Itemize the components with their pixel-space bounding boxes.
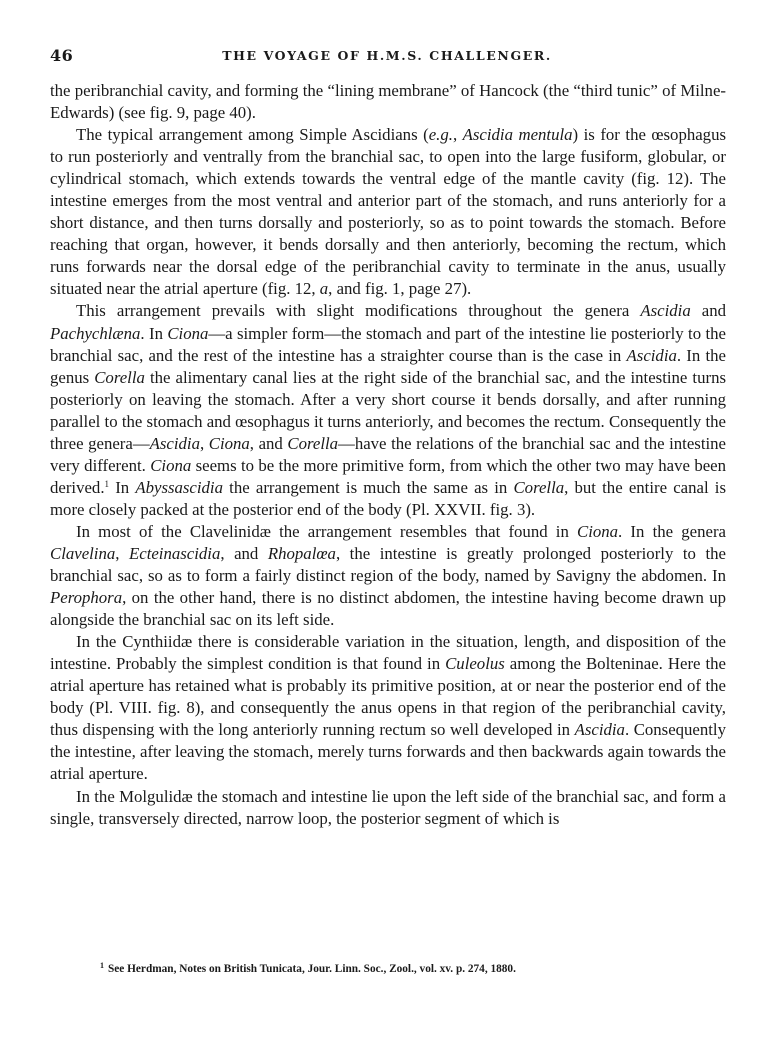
footnote: [100, 959, 736, 976]
paragraph: the peribranchial cavity, and forming the “lining membrane” of Hancock (the “third tunic” of Milne-Edwards) (see fig. 9, page 40).: [50, 81, 726, 123]
footnote-ref: 1: [104, 478, 110, 489]
paragraph: This arrangement prevails with slight modifications throughout the genera Ascidia and Pachychlæna. In Ciona—a simpler form—the stomach and part of the intestine lie posteriorly to the branchial sac, and the rest of the intestine has a straighter course than is the case in Ascidia. In the genus Corella the alimentary canal lies at the right side of the branchial sac, and the intestine turns posteriorly on leaving the stomach. After a very short course it bends dorsally, and after running parallel to the stomach and œsophagus it turns anteriorly, and becomes the rectum. Consequently the three genera—Ascidia, Ciona, and Corella—have the relations of the branchial sac and the intestine very different. Ciona seems to be the more primitive form, from which the other two may have been derived.$^1$ In Abyssascidia the arrangement is much the same as in Corella, but the entire canal is more closely packed at the posterior end of the body (Pl. XXVII. fig. 3).: [50, 301, 726, 519]
paragraph: In the Molgulidæ the stomach and intestine lie upon the left side of the branchial sac, and form a single, transversely directed, narrow loop, the posterior segment of which is: [50, 786, 726, 828]
paragraph: In the Cynthiidæ there is considerable variation in the situation, length, and disposition of the intestine. Probably the simplest condition is that found in Culeolus among the Bolteninae. Here the atrial aperture has retained what is probably its primitive position, at or near the posterior end of the body (Pl. VIII. fig. 8), and consequently the anus opens in that region of the peribranchial cavity, thus dispensing with the long anteriorly running rectum so well developed in Ascidia. Consequently the intestine, after leaving the stomach, merely turns forwards and then backwards again towards the atrial aperture.: [50, 632, 726, 784]
page-number: 46: [50, 46, 74, 65]
body-text: [50, 80, 726, 830]
paragraph: In most of the Clavelinidæ the arrangement resembles that found in Ciona. In the genera Clavelina, Ecteinascidia, and Rhopalœa, the intestine is greatly prolonged posteriorly to the branchial sac, so as to form a fairly distinct region of the body, named by Savigny the abdomen. In Perophora, on the other hand, there is no distinct abdomen, the intestine having become drawn up alongside the branchial sac on its left side.: [50, 521, 726, 630]
page-header: [50, 46, 724, 68]
running-title: THE VOYAGE OF H.M.S. CHALLENGER.: [222, 48, 552, 63]
footnote-marker: 1: [100, 961, 104, 970]
footnote-text: See Herdman, Notes on British Tunicata, Jour. Linn. Soc., Zool., vol. xv. p. 274, 1880.: [108, 963, 516, 975]
paragraph: The typical arrangement among Simple Ascidians (e.g., Ascidia mentula) is for the œsophagus to run posteriorly and ventrally from the branchial sac, to open into the large fusiform, globular, or cylindrical stomach, which extends towards the ventral edge of the mantle cavity (fig. 12). The intestine emerges from the most ventral and anterior part of the stomach, and runs anteriorly for a short distance, and then turns dorsally and posteriorly, so as to point towards the stomach. Before reaching that organ, however, it bends dorsally and then anteriorly, becoming the rectum, which runs forwards near the dorsal edge of the peribranchial cavity to terminate in the anus, usually situated near the atrial aperture (fig. 12, a, and fig. 1, page 27).: [50, 125, 726, 299]
